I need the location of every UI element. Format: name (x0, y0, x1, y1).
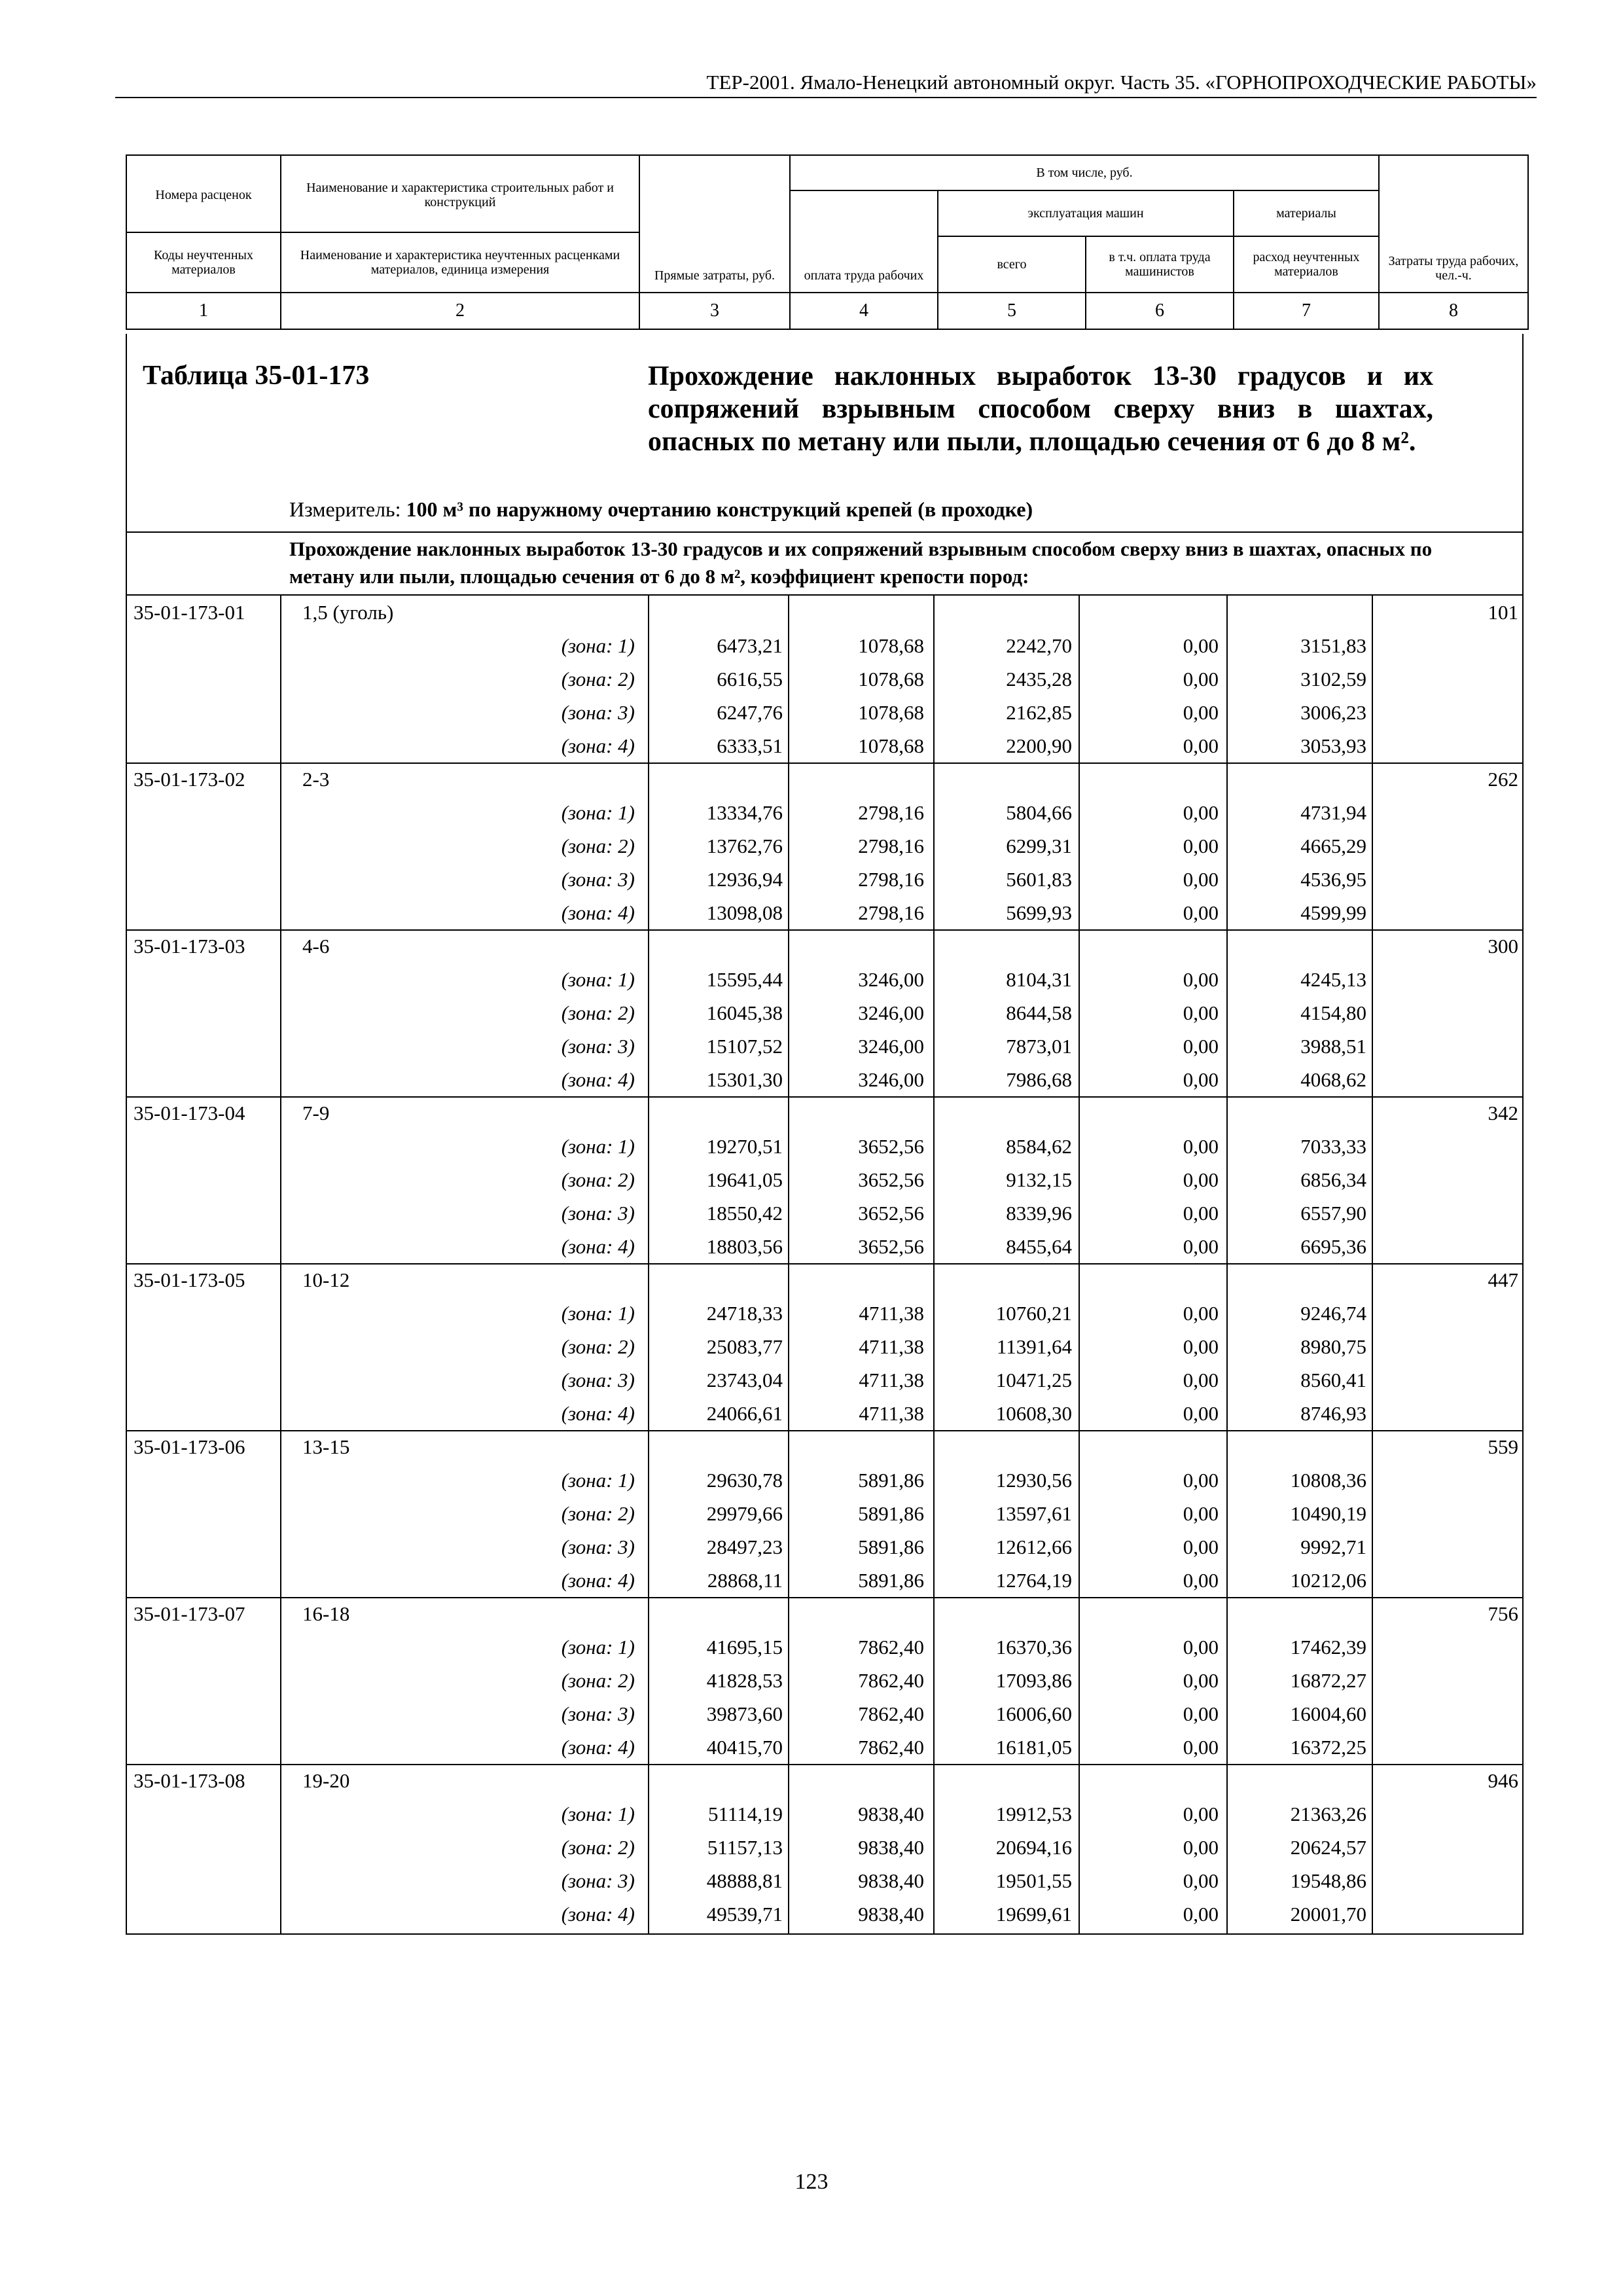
direct-cost-cell: 48888,81 (706, 1869, 783, 1892)
rate-code: 35-01-173-03 (134, 935, 245, 958)
operator-wage-cell: 0,00 (1183, 1669, 1219, 1692)
machines-total-cell: 8584,62 (1006, 1135, 1072, 1158)
operator-wage-cell: 0,00 (1183, 1803, 1219, 1825)
machines-total-cell: 20694,16 (995, 1836, 1072, 1859)
materials-cell: 4154,80 (1300, 1001, 1366, 1024)
worker-wage-cell: 7862,40 (858, 1636, 924, 1659)
zone-label: (зона: 2) (561, 1502, 635, 1525)
operator-wage-cell: 0,00 (1183, 734, 1219, 757)
worker-wage-cell: 3246,00 (858, 1068, 924, 1091)
operator-wage-cell: 0,00 (1183, 901, 1219, 924)
row-divider (126, 929, 1524, 931)
worker-wage-cell: 3652,56 (858, 1168, 924, 1191)
materials-cell: 4068,62 (1300, 1068, 1366, 1091)
zone-label: (зона: 1) (561, 1803, 635, 1825)
direct-cost-cell: 19641,05 (706, 1168, 783, 1191)
direct-cost-cell: 29630,78 (706, 1469, 783, 1492)
table-id: Таблица 35-01-173 (143, 361, 370, 391)
direct-cost-cell: 18550,42 (706, 1202, 783, 1225)
operator-wage-cell: 0,00 (1183, 1235, 1219, 1258)
machines-total-cell: 19699,61 (995, 1903, 1072, 1926)
operator-wage-cell: 0,00 (1183, 801, 1219, 824)
divider (126, 594, 1524, 596)
materials-cell: 4245,13 (1300, 968, 1366, 991)
zone-label: (зона: 3) (561, 1369, 635, 1391)
zone-label: (зона: 4) (561, 1736, 635, 1759)
operator-wage-cell: 0,00 (1183, 1335, 1219, 1358)
col-number: 2 (281, 293, 639, 329)
rate-code: 35-01-173-07 (134, 1602, 245, 1625)
materials-cell: 3053,93 (1300, 734, 1366, 757)
worker-wage-cell: 2798,16 (858, 901, 924, 924)
operator-wage-cell: 0,00 (1183, 701, 1219, 724)
direct-cost-cell: 28497,23 (706, 1535, 783, 1558)
row-divider (126, 1764, 1524, 1765)
direct-cost-cell: 24718,33 (706, 1302, 783, 1325)
labor-hours: 101 (1488, 601, 1518, 624)
rate-code: 35-01-173-06 (134, 1435, 245, 1458)
column-divider (280, 596, 281, 1935)
materials-cell: 16372,25 (1290, 1736, 1366, 1759)
rate-name: 1,5 (уголь) (302, 601, 394, 624)
machines-total-cell: 2435,28 (1006, 668, 1072, 691)
zone-label: (зона: 1) (561, 1469, 635, 1492)
materials-cell: 10212,06 (1290, 1569, 1366, 1592)
machines-total-cell: 19501,55 (995, 1869, 1072, 1892)
materials-cell: 6695,36 (1300, 1235, 1366, 1258)
materials-cell: 10490,19 (1290, 1502, 1366, 1525)
rate-code: 35-01-173-01 (134, 601, 245, 624)
machines-total-cell: 17093,86 (995, 1669, 1072, 1692)
worker-wage-cell: 1078,68 (858, 634, 924, 657)
materials-cell: 7033,33 (1300, 1135, 1366, 1158)
worker-wage-cell: 1078,68 (858, 734, 924, 757)
rate-name: 2-3 (302, 768, 330, 791)
rate-code: 35-01-173-05 (134, 1268, 245, 1291)
zone-label: (зона: 4) (561, 1068, 635, 1091)
machines-total-cell: 8104,31 (1006, 968, 1072, 991)
direct-cost-cell: 15595,44 (706, 968, 783, 991)
machines-total-cell: 2200,90 (1006, 734, 1072, 757)
zone-label: (зона: 3) (561, 1535, 635, 1558)
col2-header (281, 155, 639, 293)
operator-wage-cell: 0,00 (1183, 1535, 1219, 1558)
labor-hours: 946 (1488, 1769, 1518, 1792)
machines-total-cell: 9132,15 (1006, 1168, 1072, 1191)
worker-wage-cell: 5891,86 (858, 1502, 924, 1525)
direct-cost-cell: 49539,71 (706, 1903, 783, 1926)
materials-cell: 3988,51 (1300, 1035, 1366, 1058)
zone-label: (зона: 4) (561, 901, 635, 924)
direct-cost-cell: 40415,70 (706, 1736, 783, 1759)
zone-label: (зона: 3) (561, 1035, 635, 1058)
direct-cost-cell: 41695,15 (706, 1636, 783, 1659)
row-divider (126, 1263, 1524, 1265)
operator-wage-cell: 0,00 (1183, 968, 1219, 991)
operator-wage-cell: 0,00 (1183, 1502, 1219, 1525)
worker-wage-cell: 2798,16 (858, 834, 924, 857)
operator-wage-cell: 0,00 (1183, 1903, 1219, 1926)
divider (126, 531, 1524, 533)
zone-label: (зона: 4) (561, 1235, 635, 1258)
direct-cost-cell: 12936,94 (706, 868, 783, 891)
rate-name: 10-12 (302, 1268, 350, 1291)
operator-wage-cell: 0,00 (1183, 1636, 1219, 1659)
row-divider (126, 1096, 1524, 1098)
operator-wage-cell: 0,00 (1183, 1702, 1219, 1725)
zone-label: (зона: 3) (561, 701, 635, 724)
worker-wage-cell: 5891,86 (858, 1469, 924, 1492)
operator-wage-cell: 0,00 (1183, 668, 1219, 691)
operator-wage-cell: 0,00 (1183, 1168, 1219, 1191)
direct-cost-cell: 19270,51 (706, 1135, 783, 1158)
direct-cost-cell: 13762,76 (706, 834, 783, 857)
materials-cell: 3006,23 (1300, 701, 1366, 724)
zone-label: (зона: 1) (561, 1636, 635, 1659)
materials-cell: 4599,99 (1300, 901, 1366, 924)
zone-label: (зона: 1) (561, 634, 635, 657)
materials-header: материалы (1234, 190, 1379, 236)
machines-total-cell: 5804,66 (1006, 801, 1072, 824)
labor-hours: 342 (1488, 1102, 1518, 1124)
direct-cost-cell: 51157,13 (707, 1836, 783, 1859)
page-number: 123 (794, 2170, 829, 2194)
machines-total-cell: 8339,96 (1006, 1202, 1072, 1225)
machines-total-cell: 5699,93 (1006, 901, 1072, 924)
materials-cell: 4665,29 (1300, 834, 1366, 857)
meter-label: Измеритель: (289, 497, 401, 521)
operator-wage-cell: 0,00 (1183, 1001, 1219, 1024)
col1-bottom: Коды неучтенных материалов (154, 248, 253, 277)
worker-wage-cell: 9838,40 (858, 1869, 924, 1892)
col-number: 6 (1086, 293, 1234, 329)
rate-code: 35-01-173-04 (134, 1102, 245, 1124)
materials-cell: 17462,39 (1290, 1636, 1366, 1659)
worker-wage-cell: 3652,56 (858, 1135, 924, 1158)
materials-cell: 6557,90 (1300, 1202, 1366, 1225)
machines-total-cell: 7986,68 (1006, 1068, 1072, 1091)
zone-label: (зона: 2) (561, 834, 635, 857)
zone-label: (зона: 2) (561, 668, 635, 691)
operator-wage-cell: 0,00 (1183, 1302, 1219, 1325)
direct-cost-cell: 41828,53 (706, 1669, 783, 1692)
worker-wage-cell: 4711,38 (859, 1402, 924, 1425)
labor-hours: 447 (1488, 1268, 1518, 1291)
direct-cost-cell: 16045,38 (706, 1001, 783, 1024)
col6-header: в т.ч. оплата труда машинистов (1086, 236, 1234, 293)
materials-cell: 10808,36 (1290, 1469, 1366, 1492)
operator-wage-cell: 0,00 (1183, 1135, 1219, 1158)
col-number: 7 (1234, 293, 1379, 329)
operator-wage-cell: 0,00 (1183, 1469, 1219, 1492)
rate-name: 4-6 (302, 935, 330, 958)
machines-total-cell: 13597,61 (995, 1502, 1072, 1525)
materials-cell: 3151,83 (1300, 634, 1366, 657)
direct-cost-cell: 18803,56 (706, 1235, 783, 1258)
rate-name: 7-9 (302, 1102, 330, 1124)
direct-cost-cell: 6333,51 (717, 734, 783, 757)
worker-wage-cell: 1078,68 (858, 701, 924, 724)
operator-wage-cell: 0,00 (1183, 1035, 1219, 1058)
row-divider (126, 762, 1524, 764)
zone-label: (зона: 4) (561, 1402, 635, 1425)
col1-top: Номера расценок (127, 158, 280, 233)
rate-name: 13-15 (302, 1435, 350, 1458)
col-number: 3 (639, 293, 790, 329)
zone-label: (зона: 1) (561, 1135, 635, 1158)
col2-bottom: Наименование и характеристика неучтенных расценками материалов, единица измерения (300, 248, 620, 277)
operator-wage-cell: 0,00 (1183, 1836, 1219, 1859)
col4-header: оплата труда рабочих (790, 190, 938, 293)
direct-cost-cell: 28868,11 (707, 1569, 783, 1592)
worker-wage-cell: 2798,16 (858, 801, 924, 824)
operator-wage-cell: 0,00 (1183, 1869, 1219, 1892)
col-number: 5 (938, 293, 1086, 329)
col8-header: Затраты труда рабочих, чел.-ч. (1379, 155, 1528, 293)
machines-total-cell: 6299,31 (1006, 834, 1072, 857)
operator-wage-cell: 0,00 (1183, 868, 1219, 891)
operator-wage-cell: 0,00 (1183, 1202, 1219, 1225)
rate-code: 35-01-173-08 (134, 1769, 245, 1792)
materials-cell: 20001,70 (1290, 1903, 1366, 1926)
materials-cell: 4731,94 (1300, 801, 1366, 824)
materials-cell: 4536,95 (1300, 868, 1366, 891)
worker-wage-cell: 3246,00 (858, 968, 924, 991)
operator-wage-cell: 0,00 (1183, 834, 1219, 857)
machines-total-cell: 19912,53 (995, 1803, 1072, 1825)
materials-cell: 8980,75 (1300, 1335, 1366, 1358)
materials-cell: 9246,74 (1300, 1302, 1366, 1325)
zone-label: (зона: 1) (561, 1302, 635, 1325)
worker-wage-cell: 3246,00 (858, 1001, 924, 1024)
machines-total-cell: 11391,64 (996, 1335, 1072, 1358)
worker-wage-cell: 9838,40 (858, 1803, 924, 1825)
machines-total-cell: 10608,30 (995, 1402, 1072, 1425)
zone-label: (зона: 2) (561, 1168, 635, 1191)
worker-wage-cell: 5891,86 (858, 1569, 924, 1592)
operator-wage-cell: 0,00 (1183, 1369, 1219, 1391)
worker-wage-cell: 9838,40 (858, 1836, 924, 1859)
labor-hours: 300 (1488, 935, 1518, 958)
worker-wage-cell: 7862,40 (858, 1736, 924, 1759)
rate-name: 19-20 (302, 1769, 350, 1792)
rate-name: 16-18 (302, 1602, 350, 1625)
measurement-unit (289, 497, 1033, 522)
zone-label: (зона: 4) (561, 1903, 635, 1926)
direct-cost-cell: 24066,61 (706, 1402, 783, 1425)
column-divider (1372, 596, 1373, 1935)
machines-total-cell: 8455,64 (1006, 1235, 1072, 1258)
machines-total-cell: 10760,21 (995, 1302, 1072, 1325)
direct-cost-cell: 15301,30 (706, 1068, 783, 1091)
column-header-table (126, 154, 1529, 330)
worker-wage-cell: 4711,38 (859, 1335, 924, 1358)
operator-wage-cell: 0,00 (1183, 1068, 1219, 1091)
machines-total-cell: 5601,83 (1006, 868, 1072, 891)
direct-cost-cell: 39873,60 (706, 1702, 783, 1725)
col7-header: расход неучтенных материалов (1234, 236, 1379, 293)
machines-total-cell: 16181,05 (995, 1736, 1072, 1759)
rate-code: 35-01-173-02 (134, 768, 245, 791)
zone-label: (зона: 4) (561, 1569, 635, 1592)
materials-cell: 16872,27 (1290, 1669, 1366, 1692)
worker-wage-cell: 5891,86 (858, 1535, 924, 1558)
direct-cost-cell: 13098,08 (706, 901, 783, 924)
table-title: Прохождение наклонных выработок 13-30 градусов и их сопряжений взрывным способом сверху вниз в шахтах, опасных по метану или пыли, площадью сечения от 6 до 8 м². (648, 361, 1433, 457)
materials-cell: 16004,60 (1290, 1702, 1366, 1725)
operator-wage-cell: 0,00 (1183, 634, 1219, 657)
section-title: Прохождение наклонных выработок 13-30 градусов и их сопряжений взрывным способом сверху вниз в шахтах, опасных по метану или пыли, площадью сечения от 6 до 8 м², коэффициент крепости пород: (289, 537, 1433, 588)
zone-label: (зона: 3) (561, 1869, 635, 1892)
machines-total-cell: 16370,36 (995, 1636, 1072, 1659)
materials-cell: 8560,41 (1300, 1369, 1366, 1391)
worker-wage-cell: 7862,40 (858, 1669, 924, 1692)
zone-label: (зона: 3) (561, 868, 635, 891)
materials-cell: 19548,86 (1290, 1869, 1366, 1892)
page-header: ТЕР-2001. Ямало-Ненецкий автономный округ. Часть 35. «ГОРНОПРОХОДЧЕСКИЕ РАБОТЫ» (115, 71, 1537, 98)
direct-cost-cell: 51114,19 (708, 1803, 783, 1825)
direct-cost-cell: 23743,04 (706, 1369, 783, 1391)
zone-label: (зона: 2) (561, 1335, 635, 1358)
col5-header: всего (938, 236, 1086, 293)
machines-total-cell: 7873,01 (1006, 1035, 1072, 1058)
direct-cost-cell: 13334,76 (706, 801, 783, 824)
column-divider (1079, 596, 1080, 1935)
zone-label: (зона: 3) (561, 1202, 635, 1225)
zone-label: (зона: 4) (561, 734, 635, 757)
worker-wage-cell: 4711,38 (859, 1369, 924, 1391)
zone-label: (зона: 3) (561, 1702, 635, 1725)
direct-cost-cell: 25083,77 (706, 1335, 783, 1358)
row-divider (126, 1597, 1524, 1598)
labor-hours: 756 (1488, 1602, 1518, 1625)
zone-label: (зона: 2) (561, 1001, 635, 1024)
col3-header: Прямые затраты, руб. (639, 155, 790, 293)
materials-cell: 21363,26 (1290, 1803, 1366, 1825)
direct-cost-cell: 15107,52 (706, 1035, 783, 1058)
machines-total-cell: 12612,66 (995, 1535, 1072, 1558)
machines-total-cell: 10471,25 (995, 1369, 1072, 1391)
col2-top: Наименование и характеристика строительных работ и конструкций (281, 158, 639, 233)
machines-header: эксплуатация машин (938, 190, 1234, 236)
direct-cost-cell: 29979,66 (706, 1502, 783, 1525)
machines-total-cell: 12764,19 (995, 1569, 1072, 1592)
col-number: 1 (126, 293, 281, 329)
materials-cell: 8746,93 (1300, 1402, 1366, 1425)
worker-wage-cell: 7862,40 (858, 1702, 924, 1725)
materials-cell: 6856,34 (1300, 1168, 1366, 1191)
materials-cell: 3102,59 (1300, 668, 1366, 691)
meter-value: 100 м³ по наружному очертанию конструкций крепей (в проходке) (406, 497, 1033, 521)
operator-wage-cell: 0,00 (1183, 1736, 1219, 1759)
direct-cost-cell: 6247,76 (717, 701, 783, 724)
worker-wage-cell: 1078,68 (858, 668, 924, 691)
zone-label: (зона: 2) (561, 1836, 635, 1859)
zone-label: (зона: 2) (561, 1669, 635, 1692)
worker-wage-cell: 3246,00 (858, 1035, 924, 1058)
materials-cell: 9992,71 (1300, 1535, 1366, 1558)
labor-hours: 559 (1488, 1435, 1518, 1458)
incl-header: В том числе, руб. (790, 155, 1379, 190)
worker-wage-cell: 2798,16 (858, 868, 924, 891)
worker-wage-cell: 3652,56 (858, 1202, 924, 1225)
direct-cost-cell: 6616,55 (717, 668, 783, 691)
zone-label: (зона: 1) (561, 801, 635, 824)
zone-label: (зона: 1) (561, 968, 635, 991)
direct-cost-cell: 6473,21 (717, 634, 783, 657)
labor-hours: 262 (1488, 768, 1518, 791)
operator-wage-cell: 0,00 (1183, 1402, 1219, 1425)
worker-wage-cell: 3652,56 (858, 1235, 924, 1258)
machines-total-cell: 2162,85 (1006, 701, 1072, 724)
col1-header (126, 155, 281, 293)
worker-wage-cell: 9838,40 (858, 1903, 924, 1926)
col-number: 4 (790, 293, 938, 329)
col-number: 8 (1379, 293, 1528, 329)
materials-cell: 20624,57 (1290, 1836, 1366, 1859)
operator-wage-cell: 0,00 (1183, 1569, 1219, 1592)
worker-wage-cell: 4711,38 (859, 1302, 924, 1325)
row-divider (126, 1430, 1524, 1431)
machines-total-cell: 2242,70 (1006, 634, 1072, 657)
machines-total-cell: 8644,58 (1006, 1001, 1072, 1024)
machines-total-cell: 12930,56 (995, 1469, 1072, 1492)
machines-total-cell: 16006,60 (995, 1702, 1072, 1725)
